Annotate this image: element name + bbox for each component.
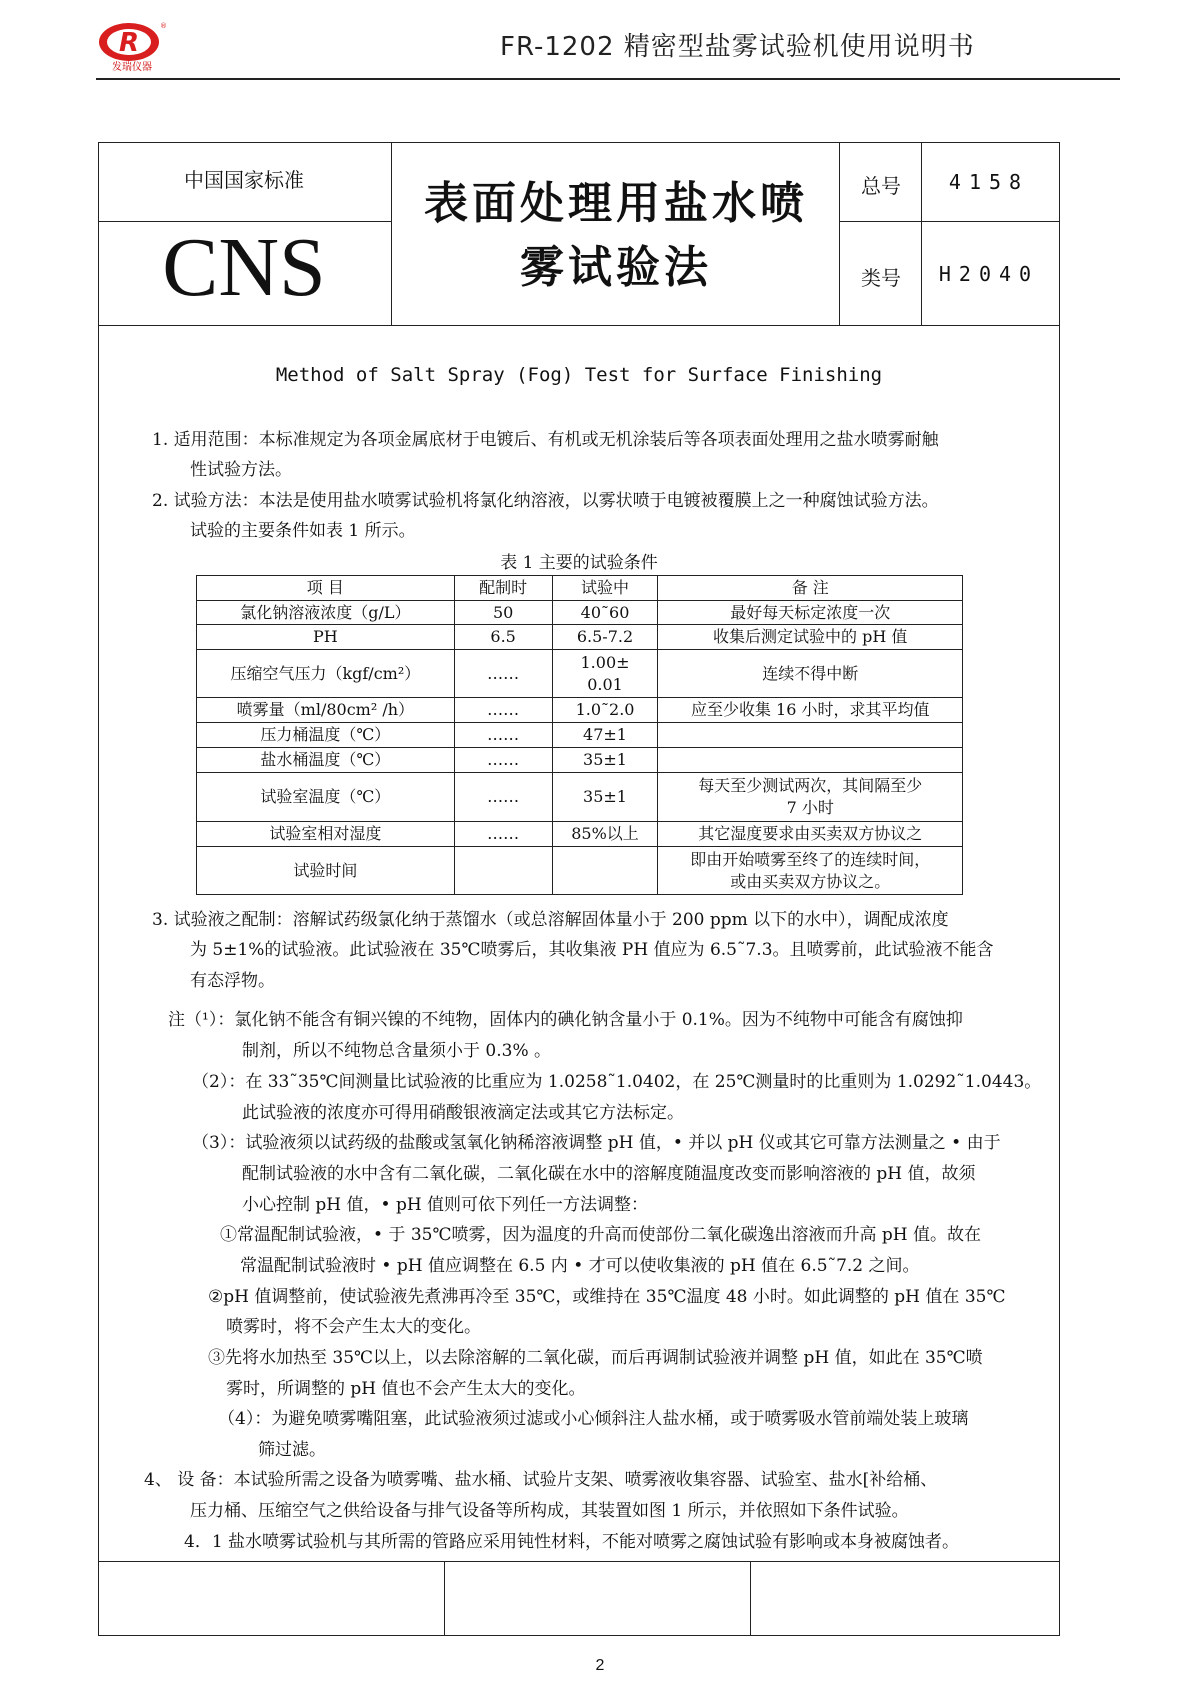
divider (99, 1561, 1059, 1562)
column-header: 项 目 (197, 576, 455, 601)
table-cell: 压力桶温度（℃） (197, 723, 455, 748)
table-cell (454, 847, 552, 895)
table-row (197, 601, 963, 625)
table-row (197, 748, 963, 773)
table-row (197, 723, 963, 748)
section-4-1: 4．1 盐水喷雾试验机与其所需的管路应采用钝性材料，不能对喷雾之腐蚀试验有影响或本身被腐蚀者。 (184, 1532, 960, 1552)
table-cell: …… (454, 650, 552, 698)
table-cell: …… (454, 822, 552, 847)
table-cell: 氯化钠溶液浓度（g/L） (197, 601, 455, 625)
table-cell: …… (454, 773, 552, 822)
table-cell: 即由开始喷雾至终了的连续时间， 或由买卖双方协议之。 (658, 847, 963, 895)
section-3: 3. 试验液之配制：溶解试药级氯化纳于蒸馏水（或总溶解固体量小于 200 ppm 以下的水中），调配成浓度 (152, 910, 949, 930)
section-1-cont: 性试验方法。 (190, 460, 292, 480)
table-cell: 压缩空气压力（kgf/cm²） (197, 650, 455, 698)
note-4-cont: 筛过滤。 (258, 1440, 326, 1460)
section-2-cont: 试验的主要条件如表 1 所示。 (190, 521, 416, 541)
table-cell: 其它湿度要求由买卖双方协议之 (658, 822, 963, 847)
table-cell: 试验时间 (197, 847, 455, 895)
note-3-cont: 小心控制 pH 值，• pH 值则可依下列任一方法调整： (242, 1195, 649, 1215)
brand-name: 发瑞仪器 (112, 62, 152, 73)
header-rule (96, 78, 1120, 80)
method-1: ①常温配制试验液，• 于 35℃喷雾，因为温度的升高而使部份二氧化碳逸出溶液而升高 pH 值。故在 (220, 1225, 981, 1245)
table-cell: PH (197, 625, 455, 650)
english-title: Method of Salt Spray (Fog) Test for Surface Finishing (275, 364, 883, 386)
section-4-cont: 压力桶、压缩空气之供给设备与排气设备等所构成，其装置如图 1 所示，并依照如下条件试验。 (190, 1501, 909, 1521)
note-3: （3）：试验液须以试药级的盐酸或氢氧化钠稀溶液调整 pH 值，• 并以 pH 仪或其它可靠方法测量之 • 由于 (192, 1133, 1001, 1153)
table-cell: 35±1 (552, 748, 658, 773)
table-cell: 最好每天标定浓度一次 (658, 601, 963, 625)
section-3-cont: 有态浮物。 (190, 971, 275, 991)
section-4: 4、 设 备：本试验所需之设备为喷雾嘴、盐水桶、试验片支架、喷雾液收集容器、试验室、盐水[补给桶、 (144, 1470, 938, 1490)
standard-code: CNS (162, 221, 326, 314)
note-1: 注（¹）：氯化钠不能含有铜兴镍的不纯物，固体内的碘化钠含量小于 0.1%。因为不纯物中可能含有腐蚀抑 (168, 1010, 963, 1030)
divider (99, 325, 1059, 326)
page-number: 2 (595, 1657, 605, 1674)
table-header-row (197, 576, 963, 601)
section-1: 1. 适用范围：本标准规定为各项金属底材于电镀后、有机或无机涂装后等各项表面处理用之盐水喷雾耐触 (152, 430, 939, 450)
total-number: 4158 (948, 170, 1030, 194)
standard-title-line: 雾试验法 (520, 242, 712, 293)
table-cell (658, 723, 963, 748)
table-row (197, 650, 963, 698)
divider (750, 1561, 751, 1635)
class-number-label: 类号 (861, 266, 901, 290)
table-row (197, 625, 963, 650)
table-cell: …… (454, 723, 552, 748)
column-header: 试验中 (552, 576, 658, 601)
table-cell: 应至少收集 16 小时，求其平均值 (658, 698, 963, 723)
table-cell: 喷雾量（ml/80cm² /h） (197, 698, 455, 723)
standard-title-line: 表面处理用盐水喷 (424, 178, 808, 229)
table-cell: 盐水桶温度（℃） (197, 748, 455, 773)
svg-text:R: R (118, 28, 140, 58)
method-3: ③先将水加热至 35℃以上，以去除溶解的二氧化碳，而后再调制试验液并调整 pH 值，如此在 35℃喷 (208, 1348, 983, 1368)
table-caption: 表 1 主要的试验条件 (500, 553, 658, 573)
note-4: （4）：为避免喷雾嘴阻塞，此试验液须过滤或小心倾斜注人盐水桶，或于喷雾吸水管前端处装上玻璃 (218, 1409, 969, 1429)
standard-label: 中国国家标准 (184, 168, 304, 192)
table-cell (552, 847, 658, 895)
document-title: FR-1202 精密型盐雾试验机使用说明书 (500, 32, 975, 62)
conditions-table (196, 575, 963, 895)
divider (444, 1561, 445, 1635)
note-3-cont: 配制试验液的水中含有二氧化碳，二氧化碳在水中的溶解度随温度改变而影响溶液的 pH 值，故须 (242, 1164, 976, 1184)
table-cell: 收集后测定试验中的 pH 值 (658, 625, 963, 650)
class-number: H2040 (938, 262, 1040, 286)
table-row (197, 822, 963, 847)
note-2: （2）：在 33˜35℃间测量比试验液的比重应为 1.0258˜1.0402，在 25℃测量时的比重则为 1.0292˜1.0443。 (192, 1072, 1042, 1092)
method-2-cont: 喷雾时，将不会产生太大的变化。 (226, 1317, 481, 1337)
method-2: ②pH 值调整前，使试验液先煮沸再冷至 35℃，或维持在 35℃温度 48 小时。如此调整的 pH 值在 35℃ (208, 1287, 1006, 1307)
table-cell: 47±1 (552, 723, 658, 748)
section-3-cont: 为 5±1%的试验液。此试验液在 35℃喷雾后，其收集液 PH 值应为 6.5˜7.3。且喷雾前，此试验液不能含 (190, 940, 994, 960)
method-3-cont: 雾时，所调整的 pH 值也不会产生太大的变化。 (226, 1379, 586, 1399)
section-2: 2. 试验方法：本法是使用盐水喷雾试验机将氯化纳溶液，以雾状喷于电镀被覆膜上之一种腐蚀试验方法。 (152, 491, 939, 511)
table-cell: …… (454, 748, 552, 773)
table-cell: 每天至少测试两次，其间隔至少 7 小时 (658, 773, 963, 822)
table-cell: 连续不得中断 (658, 650, 963, 698)
table-row (197, 698, 963, 723)
table-cell: 6.5 (454, 625, 552, 650)
table-cell: 40˜60 (552, 601, 658, 625)
note-2-cont: 此试验液的浓度亦可得用硝酸银液滴定法或其它方法标定。 (242, 1103, 684, 1123)
total-number-label: 总号 (861, 174, 901, 198)
table-cell: 1.00± 0.01 (552, 650, 658, 698)
table-cell: 85%以上 (552, 822, 658, 847)
table-row (197, 847, 963, 895)
note-1-cont: 制剂，所以不纯物总含量须小于 0.3% 。 (242, 1041, 551, 1061)
table-cell: 50 (454, 601, 552, 625)
method-1-cont: 常温配制试验液时 • pH 值应调整在 6.5 内 • 才可以使收集液的 pH 值在 6.5˜7.2 之间。 (240, 1256, 920, 1276)
table-cell: 试验室温度（℃） (197, 773, 455, 822)
column-header: 备 注 (658, 576, 963, 601)
column-header: 配制时 (454, 576, 552, 601)
divider (839, 221, 1059, 222)
standard-title (392, 172, 840, 300)
table-cell: 35±1 (552, 773, 658, 822)
table-cell: 试验室相对湿度 (197, 822, 455, 847)
table-row (197, 773, 963, 822)
table-cell (658, 748, 963, 773)
svg-text:®: ® (160, 22, 167, 30)
table-cell: …… (454, 698, 552, 723)
table-cell: 6.5-7.2 (552, 625, 658, 650)
table-cell: 1.0˜2.0 (552, 698, 658, 723)
